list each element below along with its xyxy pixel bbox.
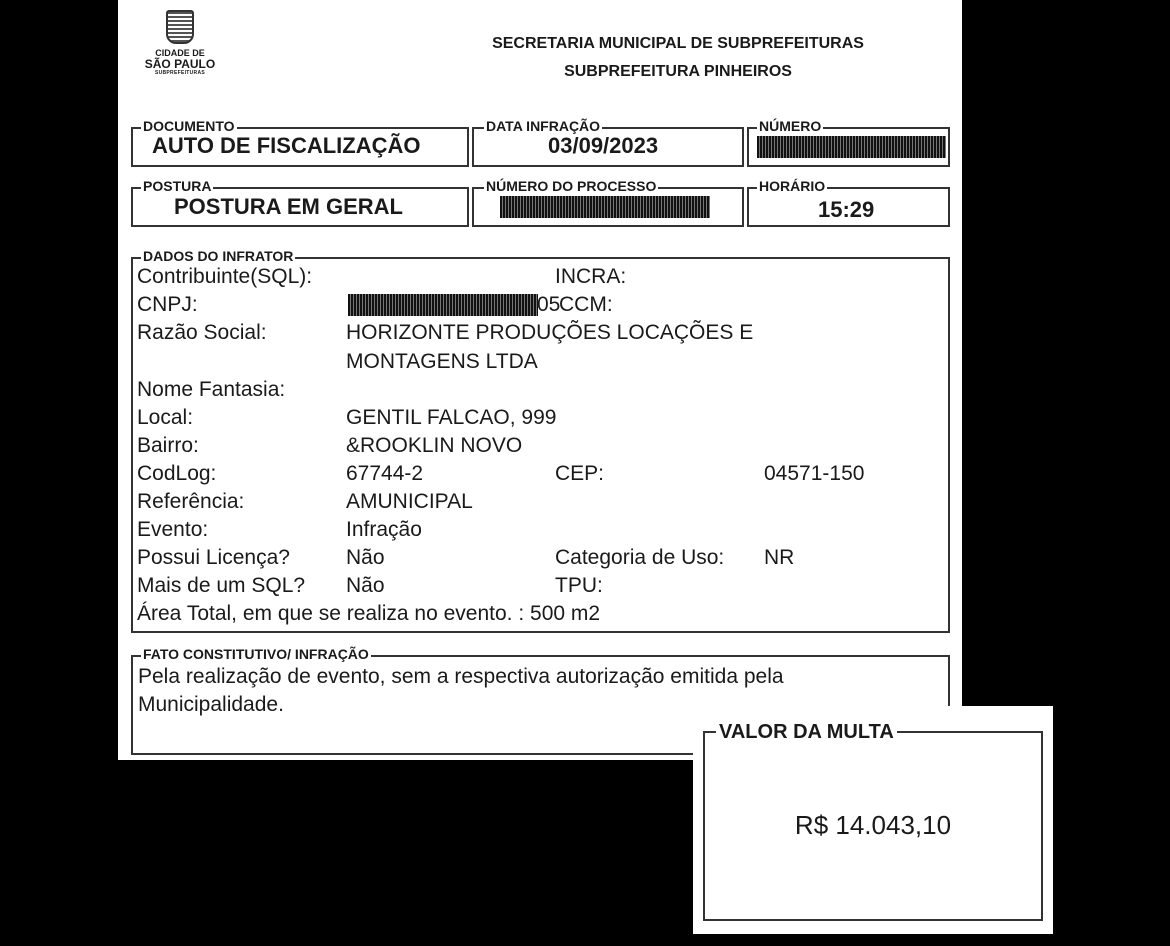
fato-line-1: Pela realização de evento, sem a respectiva autorização emitida pela (138, 665, 784, 688)
subprefeitura-title: SUBPREFEITURA PINHEIROS (564, 63, 792, 80)
secretaria-title: SECRETARIA MUNICIPAL DE SUBPREFEITURAS (492, 35, 864, 52)
cnpj-suffix: 05 (537, 293, 561, 316)
fato-line-2: Municipalidade. (138, 693, 284, 716)
coat-of-arms-icon (166, 10, 194, 44)
infrator-label: DADOS DO INFRATOR (143, 248, 294, 264)
horario-label: HORÁRIO (759, 178, 826, 194)
referencia-label: Referência: (137, 490, 245, 513)
postura-value: POSTURA EM GERAL (174, 194, 403, 219)
horario-value: 15:29 (818, 197, 875, 222)
numero-label: NÚMERO (759, 118, 822, 134)
numero-processo-label: NÚMERO DO PROCESSO (486, 178, 657, 194)
codlog-label: CodLog: (137, 462, 217, 485)
logo-line-1: CIDADE DE (155, 48, 205, 58)
bairro-label: Bairro: (137, 434, 199, 457)
cep-value: 04571-150 (764, 462, 865, 485)
mais-sql-value: Não (346, 574, 385, 597)
fato-label: FATO CONSTITUTIVO/ INFRAÇÃO (143, 646, 369, 662)
evento-label: Evento: (137, 518, 209, 541)
tpu-label: TPU: (555, 574, 603, 597)
categoria-value: NR (764, 546, 795, 569)
postura-label: POSTURA (143, 178, 212, 194)
data-infracao-label: DATA INFRAÇÃO (486, 118, 601, 134)
cnpj-label: CNPJ: (137, 293, 198, 316)
logo-line-3: SUBPREFEITURAS (154, 70, 206, 76)
documento-label: DOCUMENTO (143, 118, 235, 134)
documento-value: AUTO DE FISCALIZAÇÃO (152, 133, 421, 158)
ccm-label: CCM: (559, 293, 613, 316)
cnpj-redaction (348, 294, 538, 316)
multa-value: R$ 14.043,10 (794, 810, 952, 840)
numero-redaction (757, 136, 946, 158)
incra-label: INCRA: (555, 265, 627, 288)
numero-processo-redaction (500, 196, 710, 218)
city-logo (130, 10, 230, 88)
local-value: GENTIL FALCAO, 999 (346, 406, 557, 429)
bairro-value: &ROOKLIN NOVO (346, 434, 523, 457)
evento-value: Infração (346, 518, 422, 541)
data-infracao-value: 03/09/2023 (548, 133, 659, 158)
licenca-value: Não (346, 546, 385, 569)
logo-line-2: SÃO PAULO (144, 57, 216, 71)
razao-label: Razão Social: (137, 321, 267, 344)
razao-line-2: MONTAGENS LTDA (346, 350, 538, 373)
multa-label: VALOR DA MULTA (716, 721, 897, 744)
mais-sql-label: Mais de um SQL? (137, 574, 306, 597)
area-total: Área Total, em que se realiza no evento. : 500 m2 (137, 602, 601, 625)
local-label: Local: (137, 406, 194, 429)
cep-label: CEP: (555, 462, 605, 485)
referencia-value: AMUNICIPAL (346, 490, 473, 513)
codlog-value: 67744-2 (346, 462, 424, 485)
licenca-label: Possui Licença? (137, 546, 290, 569)
fantasia-label: Nome Fantasia: (137, 378, 286, 401)
categoria-label: Categoria de Uso: (555, 546, 725, 569)
razao-line-1: HORIZONTE PRODUÇÕES LOCAÇÕES E (346, 321, 754, 344)
contribuinte-label: Contribuinte(SQL): (137, 265, 313, 288)
